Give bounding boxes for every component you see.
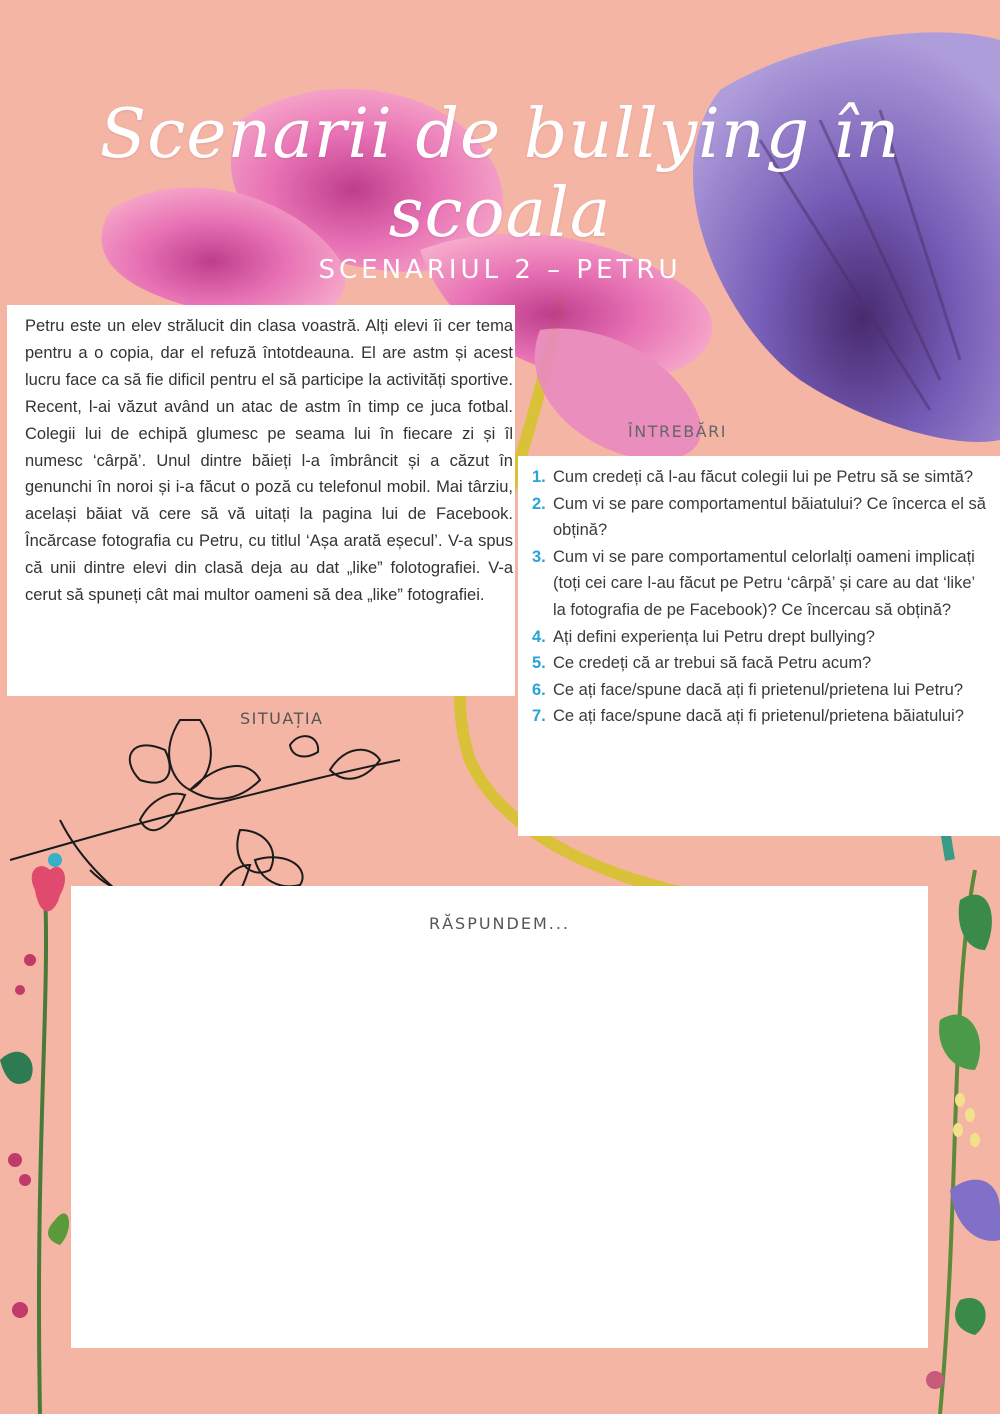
question-text: Cum vi se pare comportamentul celorlalți oameni implicați (toți cei care l-au făcut pe Petru ‘cârpă’ și care au dat ‘like’ la fotografia de pe Facebook)? Ce încercau să obțină? — [553, 547, 975, 619]
lily-line-art — [10, 720, 400, 910]
page-title: Scenarii de bullying în scoala — [99, 95, 901, 253]
left-plants — [0, 853, 69, 1414]
question-number: 2. — [532, 494, 546, 513]
question-item — [532, 677, 990, 704]
question-text: Ce ați face/spune dacă ați fi prietenul/prietena lui Petru? — [553, 680, 964, 699]
question-item — [532, 491, 990, 544]
situation-text: Petru este un elev strălucit din clasa voastră. Alți elevi îi cer tema pentru a o copia, dar el refuză întotdeauna. El are astm și acest lucru face ca să fie dificil pentru el să participe la activități sportive. Recent, l-ai văzut având un atac de astm în timp ce juca fotbal. Colegii lui de echipă glumesc pe seama lui în fiecare zi și îl numesc ‘cârpă’. Unul dintre băieți l-a îmbrâncit și a căzut în genunchi în noroi și i-a făcut o poză cu telefonul mobil. Mai târziu, același băiat vă cere să vă uitați la pagina lui de Facebook. Încărcase fotografia cu Petru, cu titlul ‘Așa arată eșecul’. V-a spus că unii dintre elevi din clasă deja au dat „like” folotografiei. V-a cerut să spuneți cât mai multor oameni să dea „like” fotografiei. — [25, 317, 513, 605]
question-number: 6. — [532, 680, 546, 699]
question-text: Ați defini experiența lui Petru drept bullying? — [553, 627, 875, 646]
question-item — [532, 650, 990, 677]
situation-panel — [7, 305, 515, 696]
question-item — [532, 703, 990, 730]
question-text: Cum vi se pare comportamentul băiatului? Ce încerca el să obțină? — [553, 494, 986, 540]
question-item — [532, 544, 990, 624]
questions-list — [532, 464, 990, 730]
questions-panel — [518, 456, 1000, 836]
question-text: Ce ați face/spune dacă ați fi prietenul/prietena băiatului? — [553, 707, 964, 726]
question-number: 1. — [532, 468, 546, 486]
question-text: Cum credeți că l-au făcut colegii lui pe Petru să se simtă? — [553, 468, 974, 486]
question-item — [532, 624, 990, 651]
question-number: 3. — [532, 547, 546, 566]
situation-label: SITUAȚIA — [240, 709, 324, 728]
question-text: Ce credeți că ar trebui să facă Petru acum? — [553, 654, 872, 673]
right-plants — [926, 870, 1000, 1414]
answer-label: RĂSPUNDEM... — [428, 914, 571, 933]
question-number: 5. — [532, 654, 546, 673]
scenario-subtitle: SCENARIUL 2 – PETRU — [318, 255, 682, 285]
answer-area[interactable] — [71, 886, 928, 1348]
question-number: 4. — [532, 627, 546, 646]
question-number: 7. — [532, 707, 546, 726]
question-item — [532, 464, 990, 491]
questions-label: ÎNTREBĂRI — [628, 422, 727, 441]
